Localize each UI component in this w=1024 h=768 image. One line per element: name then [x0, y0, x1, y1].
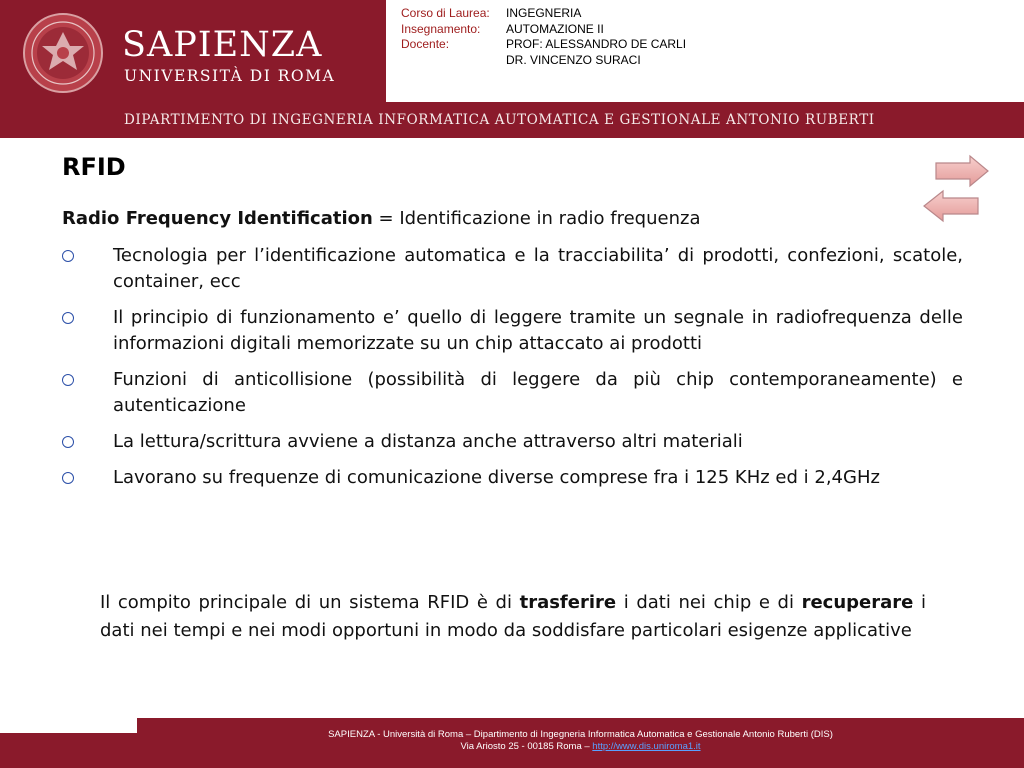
- arrow-left-icon[interactable]: [922, 188, 980, 224]
- list-item: [62, 243, 963, 295]
- subtitle-text: = Identificazione in radio frequenza: [372, 208, 701, 229]
- footer-line-2: [137, 741, 1024, 753]
- header-divider: [386, 0, 388, 102]
- footer-line-1: SAPIENZA - Università di Roma – Dipartimento di Ingegneria Informatica Automatica e Gestionale Antonio Ruberti (DIS): [328, 729, 833, 740]
- subject-value: AUTOMAZIONE II: [506, 21, 604, 36]
- list-item: [62, 465, 963, 491]
- footer-notch: [0, 718, 137, 733]
- footer-link[interactable]: http://www.dis.uniroma1.it: [592, 741, 701, 752]
- footer-address: Via Ariosto 25 - 00185 Roma –: [460, 741, 593, 752]
- bullet-circle-icon: [62, 436, 74, 448]
- department-title: DIPARTIMENTO DI INGEGNERIA INFORMATICA AUTOMATICA E GESTIONALE ANTONIO RUBERTI: [124, 112, 875, 128]
- bullet-text: Funzioni di anticollisione (possibilità di leggere da più chip contemporaneamente) e autenticazione: [113, 369, 963, 416]
- bullet-circle-icon: [62, 374, 74, 386]
- university-subtitle: UNIVERSITÀ DI ROMA: [124, 67, 336, 85]
- paragraph-part-2: i dati nei chip e di: [616, 592, 802, 613]
- course-label: Corso di Laurea:: [401, 6, 490, 20]
- subtitle-bold: Radio Frequency Identification: [62, 208, 373, 229]
- list-item: [62, 429, 963, 455]
- paragraph-part-1: Il compito principale di un sistema RFID è di: [100, 592, 520, 613]
- list-item: [62, 305, 963, 357]
- paragraph-bold-1: trasferire: [519, 592, 617, 613]
- department-bar: [0, 102, 1024, 138]
- course-value: INGEGNERIA: [506, 6, 582, 20]
- arrow-right-icon[interactable]: [934, 154, 990, 190]
- bullet-list: [62, 243, 963, 501]
- slide-title: RFID: [62, 153, 126, 181]
- university-name: SAPIENZA: [122, 25, 323, 65]
- bullet-text: Il principio di funzionamento e’ quello di leggere tramite un segnale in radiofrequenza delle informazioni digitali memorizzate su un chip attaccato ai prodotti: [113, 307, 963, 354]
- slide-subtitle: [62, 208, 700, 229]
- bullet-circle-icon: [62, 472, 74, 484]
- teacher-value-2: DR. VINCENZO SURACI: [506, 52, 641, 67]
- bullet-text: La lettura/scrittura avviene a distanza anche attraverso altri materiali: [113, 431, 743, 452]
- summary-paragraph: [100, 589, 926, 645]
- subject-label: Insegnamento:: [401, 21, 481, 36]
- sapienza-seal-icon: [22, 12, 104, 94]
- bullet-circle-icon: [62, 250, 74, 262]
- teacher-value: PROF: ALESSANDRO DE CARLI: [506, 37, 687, 51]
- bullet-text: Lavorano su frequenze di comunicazione diverse comprese fra i 125 KHz ed i 2,4GHz: [113, 467, 880, 488]
- bullet-circle-icon: [62, 312, 74, 324]
- paragraph-part-3: i dati nei tempi e nei modi opportuni in modo da soddisfare particolari esigenze applicative: [100, 592, 926, 641]
- bullet-text: Tecnologia per l’identificazione automatica e la tracciabilita’ di prodotti, confezioni, scatole, container, ecc: [113, 245, 963, 292]
- header-brand-panel: [0, 0, 386, 102]
- list-item: [62, 367, 963, 419]
- footer-text: [137, 729, 1024, 753]
- teacher-label: Docente:: [401, 37, 450, 51]
- paragraph-bold-2: recuperare: [801, 592, 914, 613]
